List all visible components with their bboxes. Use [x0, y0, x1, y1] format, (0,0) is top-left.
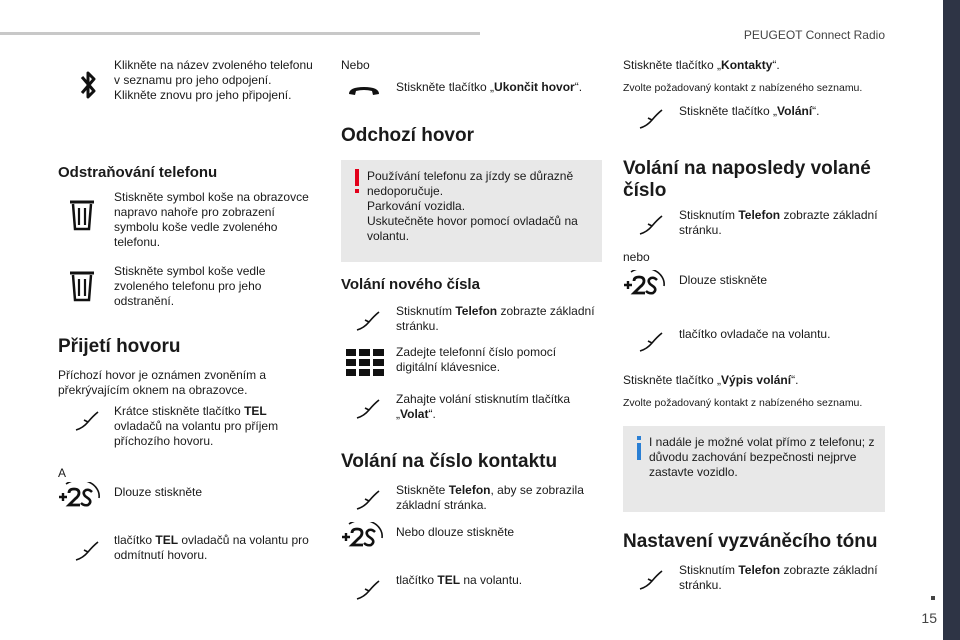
- or-label-2: nebo: [623, 250, 650, 264]
- warning-line-1: Používání telefonu za jízdy se důrazně nedoporučuje.: [367, 169, 574, 198]
- bluetooth-icon: [76, 68, 100, 102]
- receive-intro: Příchozí hovor je oznámen zvoněním a překrývajícím oknem na obrazovce.: [58, 368, 267, 397]
- last-step-1: Stisknutím Telefon zobrazte základní stránku.: [679, 208, 878, 237]
- hold-press-2: Dlouze stiskněte: [679, 273, 768, 287]
- choose-contact-2: Zvolte požadovaný kontakt z nabízeného seznamu.: [623, 397, 863, 409]
- bluetooth-text-2: Klikněte znovu pro jeho připojení.: [114, 88, 292, 102]
- info-text: I nadále je možné volat přímo z telefonu; z důvodu zachování bezpečnosti nejprve zastavte vozidlo.: [649, 435, 875, 479]
- warning-icon: [352, 168, 362, 194]
- contact-step-1: Stiskněte Telefon, aby se zobrazila základní stránka.: [396, 483, 584, 512]
- phone-touch-icon: [638, 108, 664, 130]
- phone-touch-icon: [355, 398, 381, 420]
- phone-touch-icon: [74, 410, 100, 432]
- new-step-3: Zahajte volání stisknutím tlačítka „Volat“.: [396, 392, 571, 421]
- phone-touch-icon: [638, 214, 664, 236]
- choose-contact-1: Zvolte požadovaný kontakt z nabízeného seznamu.: [623, 82, 863, 94]
- new-step-2: Zadejte telefonní číslo pomocí digitální klávesnice.: [396, 345, 557, 374]
- or-label: Nebo: [341, 58, 370, 72]
- warning-box: [341, 160, 602, 262]
- remove-step-2: Stiskněte symbol koše vedle zvoleného telefonu pro jeho odstranění.: [114, 264, 266, 308]
- warning-line-2: Parkování vozidla.: [367, 199, 466, 213]
- info-icon: [634, 435, 644, 461]
- receive-call-title: Přijetí hovoru: [58, 336, 181, 357]
- outgoing-call-title: Odchozí hovor: [341, 125, 474, 146]
- hold-press: Dlouze stiskněte: [114, 485, 203, 499]
- steering-wheel-2s-icon: [623, 270, 665, 304]
- reject-step: tlačítko TEL ovladačů na volantu pro odmítnutí hovoru.: [114, 533, 309, 562]
- contact-step-3: tlačítko TEL na volantu.: [396, 573, 523, 587]
- steering-wheel-2s-icon: [58, 482, 100, 516]
- bluetooth-text: Klikněte na název zvoleného telefonu v seznamu pro jeho odpojení.: [114, 58, 313, 87]
- trash-icon: [69, 199, 95, 231]
- ringtone-step: Stisknutím Telefon zobrazte základní stránku.: [679, 563, 878, 592]
- ringtone-title: Nastavení vyzváněcího tónu: [623, 531, 878, 552]
- last-number-title: Volání na naposledy volané číslo: [623, 158, 871, 201]
- page-sidebar: [943, 0, 960, 640]
- call-log-step: Stiskněte tlačítko „Výpis volání“.: [623, 373, 799, 387]
- header-rule: [0, 32, 480, 35]
- wheel-button-step: tlačítko ovladače na volantu.: [679, 327, 831, 341]
- phone-touch-icon: [74, 540, 100, 562]
- page-marker: [931, 596, 935, 600]
- info-box: [623, 426, 885, 512]
- hang-up-icon: [347, 84, 381, 98]
- call-step: Stiskněte tlačítko „Volání“.: [679, 104, 820, 118]
- contacts-step: Stiskněte tlačítko „Kontakty“.: [623, 58, 780, 72]
- new-step-1: Stisknutím Telefon zobrazte základní stránku.: [396, 304, 595, 333]
- warning-line-3: Uskutečněte hovor pomocí ovladačů na volantu.: [367, 214, 578, 243]
- steering-wheel-2s-icon: [341, 522, 383, 556]
- phone-touch-icon: [355, 489, 381, 511]
- keypad-icon: [346, 349, 384, 377]
- receive-step: Krátce stiskněte tlačítko TEL ovladačů na volantu pro příjem příchozího hovoru.: [114, 404, 279, 448]
- trash-icon: [69, 270, 95, 302]
- contact-step-2: Nebo dlouze stiskněte: [396, 525, 515, 539]
- new-number-title: Volání nového čísla: [341, 276, 480, 293]
- phone-touch-icon: [355, 310, 381, 332]
- brand-label: PEUGEOT Connect Radio: [743, 28, 885, 42]
- phone-touch-icon: [638, 331, 664, 353]
- and-label: A: [58, 466, 67, 480]
- phone-touch-icon: [638, 569, 664, 591]
- contact-call-title: Volání na číslo kontaktu: [341, 451, 558, 472]
- remove-step-1: Stiskněte symbol koše na obrazovce napravo nahoře pro zobrazení symbolu koše vedle zvoleného telefonu.: [114, 190, 309, 249]
- end-call-step: Stiskněte tlačítko „Ukončit hovor“.: [396, 80, 583, 94]
- page-number: 15: [921, 610, 937, 626]
- phone-touch-icon: [355, 579, 381, 601]
- remove-phone-title: Odstraňování telefonu: [58, 164, 218, 181]
